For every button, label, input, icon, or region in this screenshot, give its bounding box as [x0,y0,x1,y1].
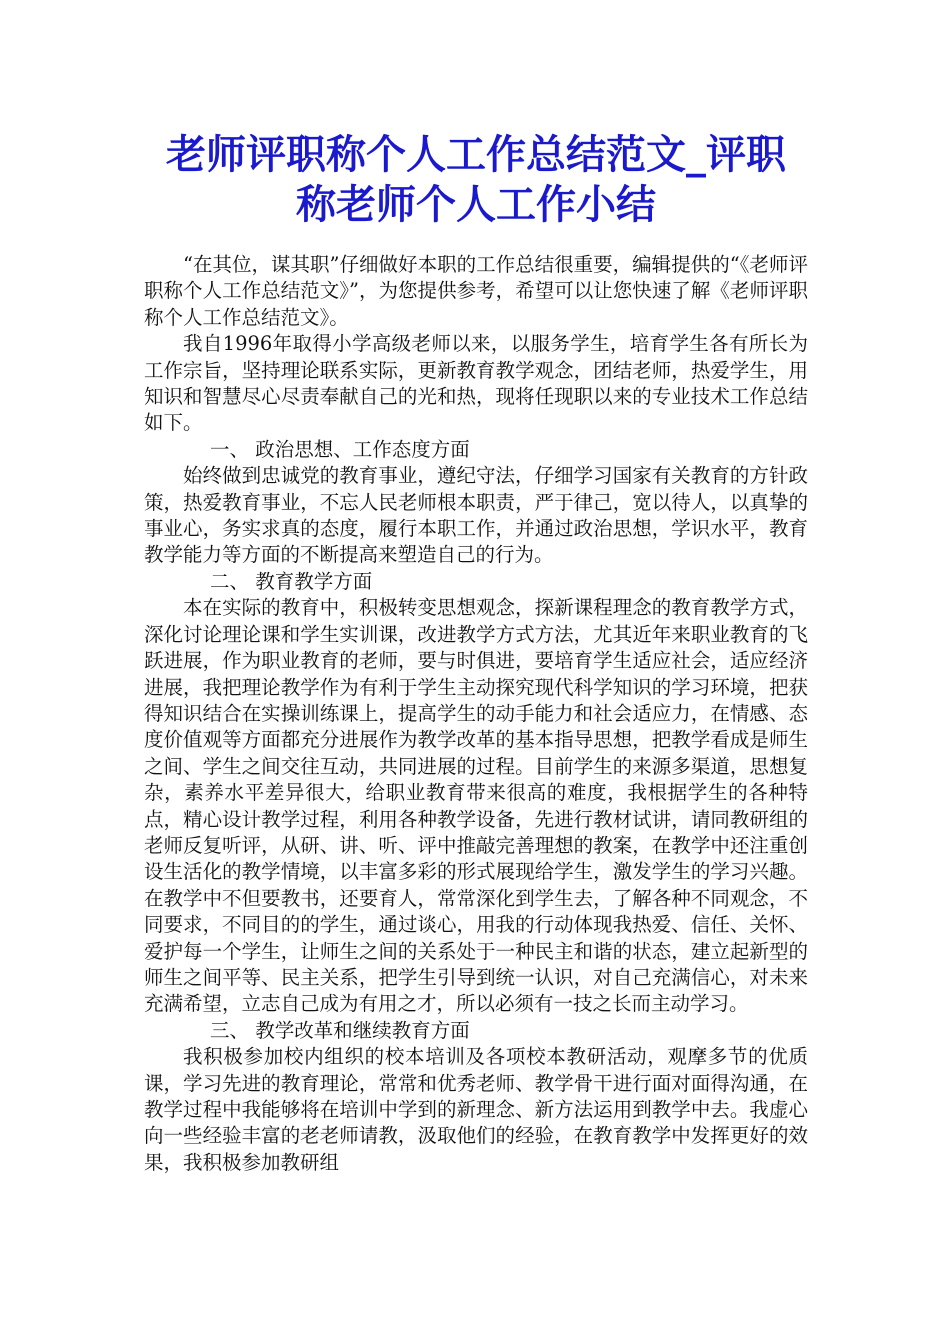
section-2-paragraph: 本在实际的教育中，积极转变思想观念，探新课程理念的教育教学方式，深化讨论理论课和学生实训课，改进教学方式方法，尤其近年来职业教育的飞跃进展，作为职业教育的老师，要与时俱进，要培育学生适应社会，适应经济进展，我把理论教学作为有利于学生主动探究现代科学知识的学习环境，把获得知识结合在实操训练课上，提高学生的动手能力和社会适应力，在情感、态度价值观等方面都充分进展作为教学改革的基本指导思想，把教学看成是师生之间、学生之间交往互动，共同进展的过程。目前学生的来源多渠道，思想复杂，素养水平差异很大，给职业教育带来很高的难度，我根据学生的各种特点，精心设计教学过程，利用各种教学设备，先进行教材试讲，请同教研组的老师反复听评，从研、讲、听、评中推敲完善理想的教案，在教学中还注重创设生活化的教学情境，以丰富多彩的形式展现给学生，激发学生的学习兴趣。在教学中不但要教书，还要育人，常常深化到学生去，了解各种不同观念，不同要求，不同目的的学生，通过谈心，用我的行动体现我热爱、信任、关怀、爱护每一个学生，让师生之间的关系处于一种民主和谐的状态，建立起新型的师生之间平等、民主关系，把学生引导到统一认识，对自己充满信心，对未来充满希望，立志自己成为有用之才，所以必须有一技之长而主动学习。 [144,596,808,1016]
section-heading-1: 一、 政治思想、工作态度方面 [210,437,470,461]
opening-paragraph: 我自1996年取得小学高级老师以来，以服务学生，培育学生各有所长为工作宗旨，坚持理论联系实际，更新教育教学观念，团结老师，热爱学生，用知识和智慧尽心尽责奉献自己的光和热，现将任现职以来的专业技术工作总结如下。 [144,332,808,435]
title-line-1: 老师评职称个人工作总结范文_评职 [166,131,786,178]
section-heading-2: 二、 教育教学方面 [210,569,373,593]
section-1-paragraph: 始终做到忠诚党的教育事业，遵纪守法，仔细学习国家有关教育的方针政策，热爱教育事业，不忘人民老师根本职责，严于律己，宽以待人，以真挚的事业心，务实求真的态度，履行本职工作，并通过政治思想，学识水平，教育教学能力等方面的不断提高来塑造自己的行为。 [144,464,808,567]
title-line-2: 称老师个人工作小结 [296,181,656,228]
section-3-paragraph: 我积极参加校内组织的校本培训及各项校本教研活动，观摩多节的优质课，学习先进的教育理论，常常和优秀老师、教学骨干进行面对面得沟通，在教学过程中我能够将在培训中学到的新理念、新方法运用到教学中去。我虚心向一些经验丰富的老老师请教，汲取他们的经验，在教育教学中发挥更好的效果，我积极参加教研组 [144,1045,808,1174]
document-body [144,252,808,1176]
section-heading-3: 三、 教学改革和继续教育方面 [210,1018,470,1042]
document-title [144,130,808,230]
intro-paragraph: “在其位，谋其职”仔细做好本职的工作总结很重要，编辑提供的“《老师评职称个人工作总结范文》”，为您提供参考，希望可以让您快速了解《老师评职称个人工作总结范文》。 [144,253,808,329]
document-page [144,130,808,1176]
